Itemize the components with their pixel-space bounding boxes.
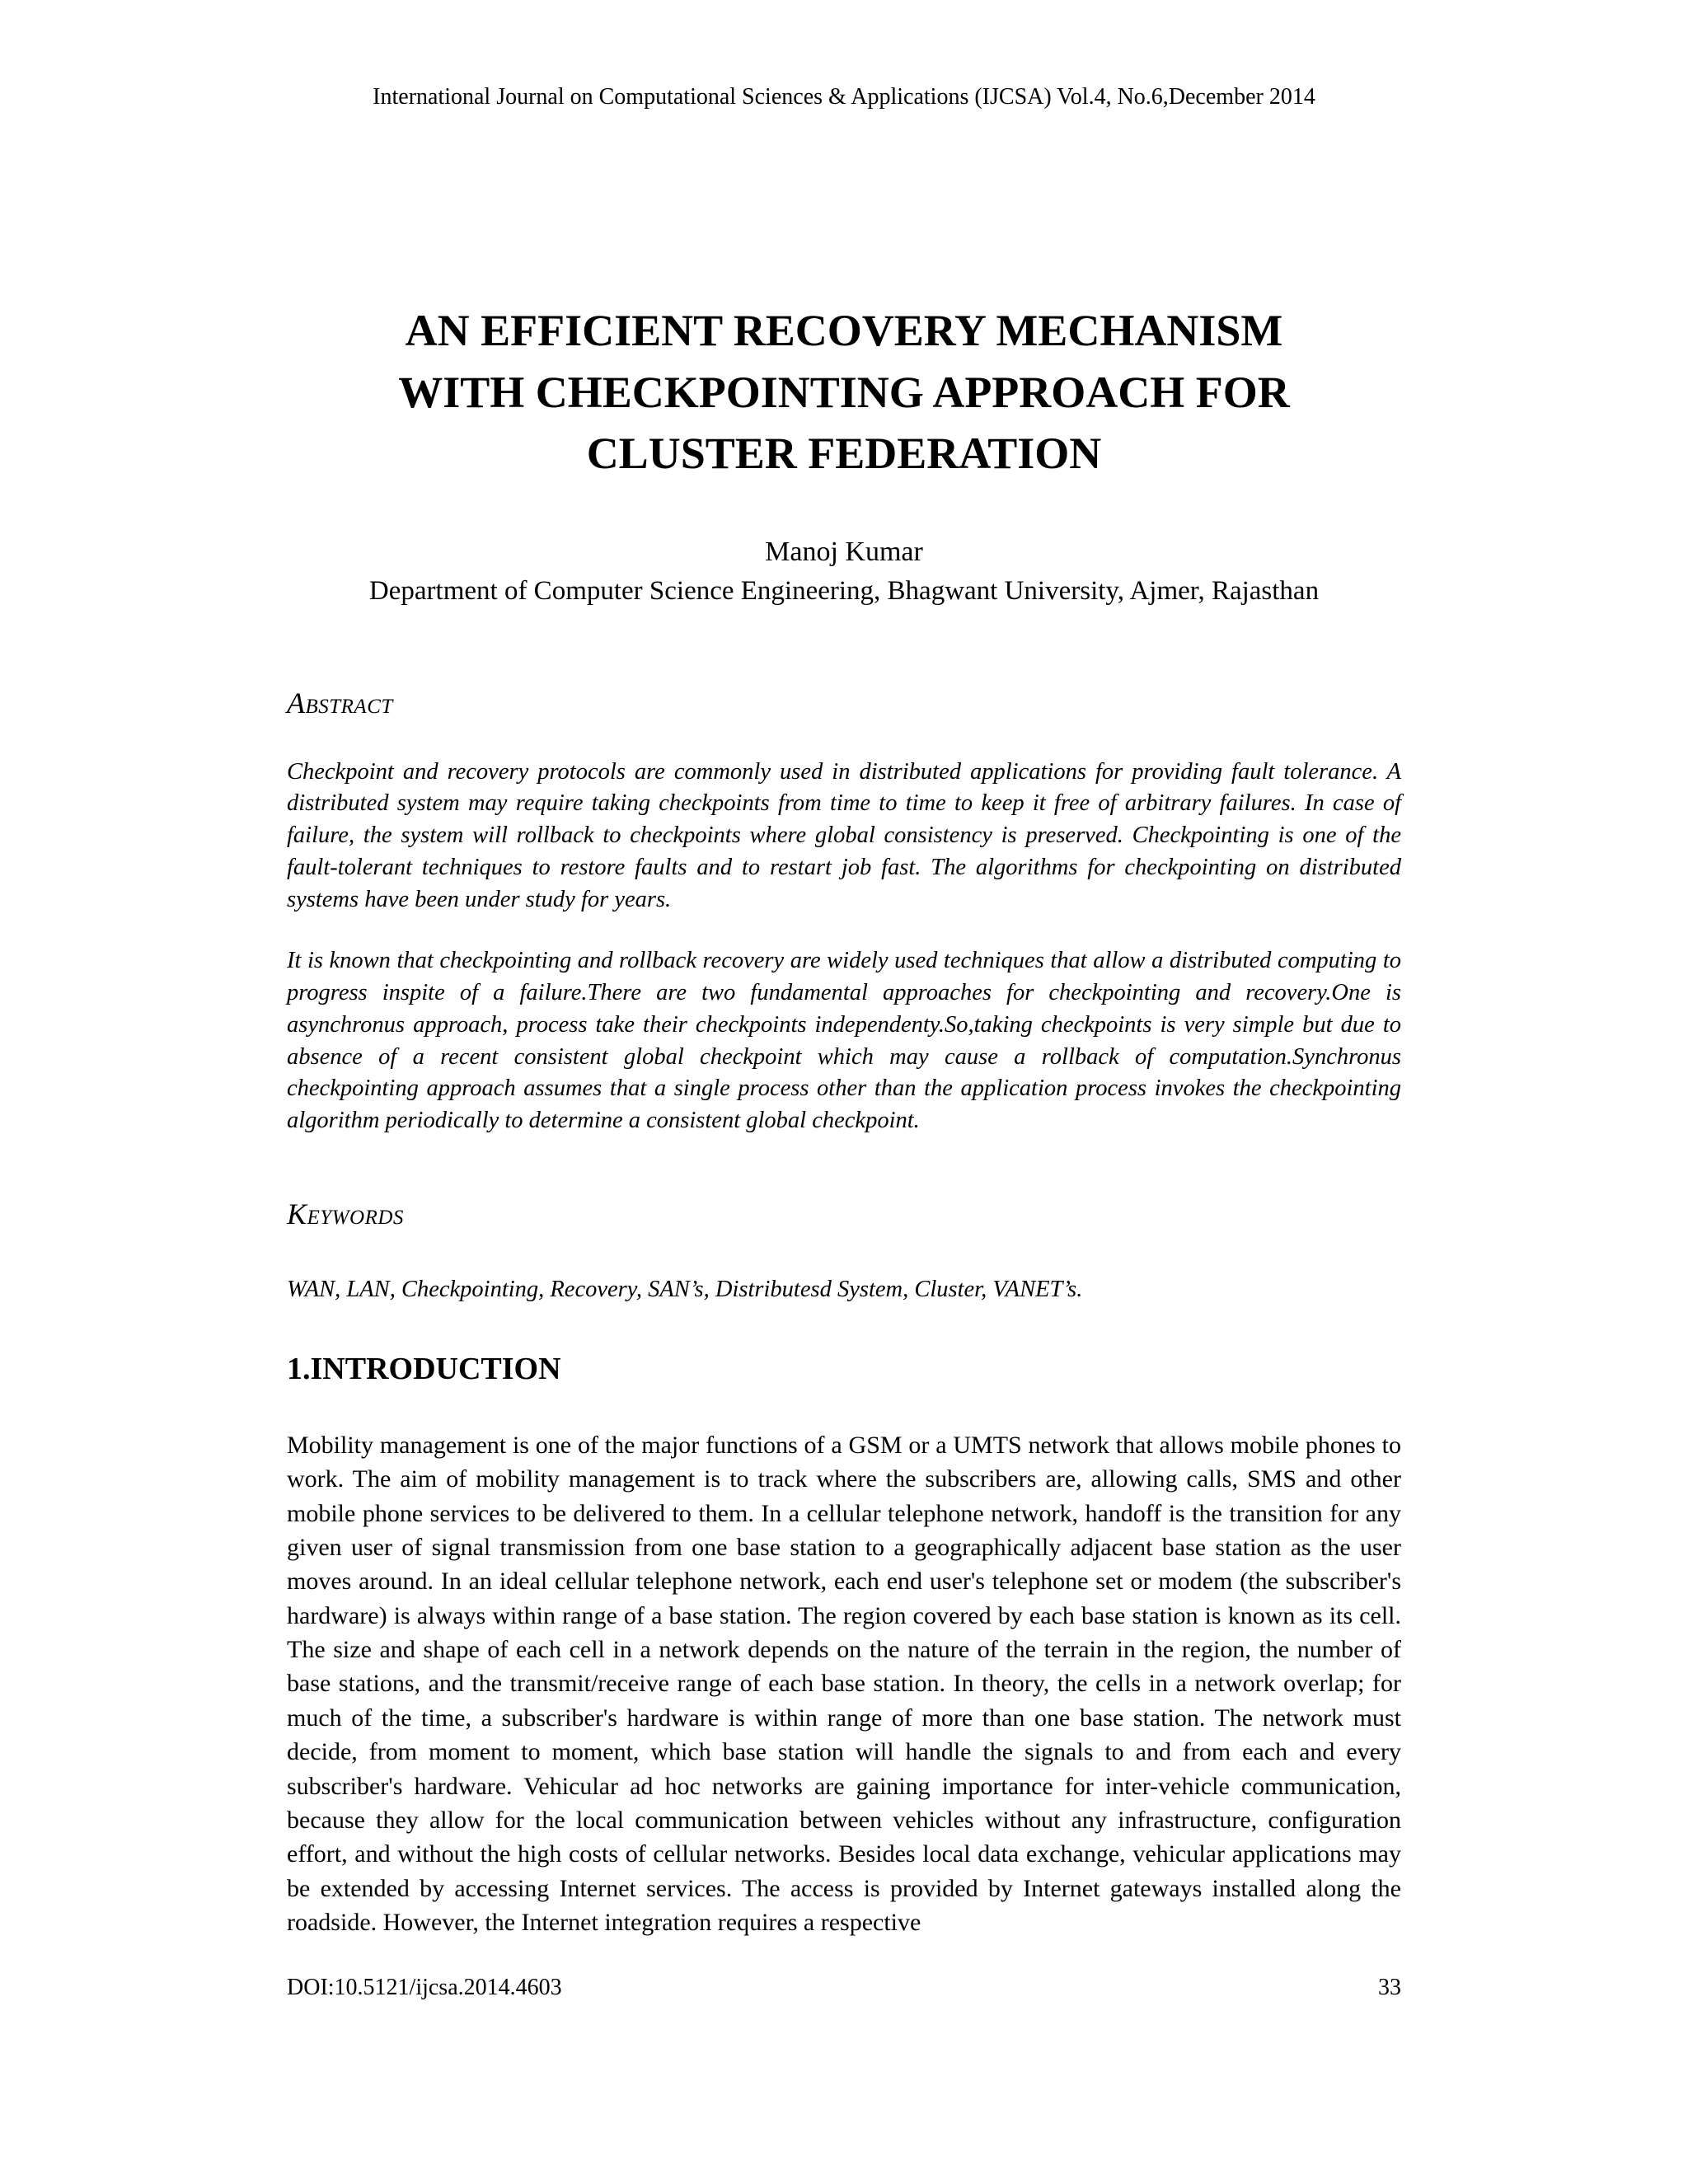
- paper-title-line-2: WITH CHECKPOINTING APPROACH FOR: [398, 367, 1290, 417]
- abstract-paragraph-1: Checkpoint and recovery protocols are commonly used in distributed applications for providing fault tolerance. A distributed system may require taking checkpoints from time to time to keep it free of arbitrary failures. In case of failure, the system will rollback to checkpoints where global consistency is preserved. Checkpointing is one of the fault-tolerant techniques to restore faults and to restart job fast. The algorithms for checkpointing on distributed systems have been under study for years.: [287, 758, 1401, 912]
- keywords-text: WAN, LAN, Checkpointing, Recovery, SAN’s, Distributesd System, Cluster, VANET’s.: [287, 1276, 1083, 1302]
- page-number: 33: [1378, 1975, 1401, 2000]
- introduction-paragraph: Mobility management is one of the major functions of a GSM or a UMTS network that allows mobile phones to work. The aim of mobility management is to track where the subscribers are, allowing calls, SMS and other mobile phone services to be delivered to them. In a cellular telephone network, handoff is the transition for any given user of signal transmission from one base station to a geographically adjacent base station as the user moves around. In an ideal cellular telephone network, each end user's telephone set or modem (the subscriber's hardware) is always within range of a base station. The region covered by each base station is known as its cell. The size and shape of each cell in a network depends on the nature of the terrain in the region, the number of base stations, and the transmit/receive range of each base station. In theory, the cells in a network overlap; for much of the time, a subscriber's hardware is within range of more than one base station. The network must decide, from moment to moment, which base station will handle the signals to and from each and every subscriber's hardware. Vehicular ad hoc networks are gaining importance for inter-vehicle communication, because they allow for the local communication between vehicles without any infrastructure, configuration effort, and without the high costs of cellular networks. Besides local data exchange, vehicular applications may be extended by accessing Internet services. The access is provided by Internet gateways installed along the roadside. However, the Internet integration requires a respective: [287, 1431, 1401, 1937]
- paper-title-line-3: CLUSTER FEDERATION: [586, 429, 1102, 479]
- page-footer: [287, 1975, 1401, 2001]
- author-block: [287, 532, 1401, 610]
- author-affiliation: Department of Computer Science Engineering, Bhagwant University, Ajmer, Rajasthan: [368, 575, 1320, 606]
- paper-title-line-1: AN EFFICIENT RECOVERY MECHANISM: [405, 306, 1283, 356]
- paper-title: [287, 300, 1401, 485]
- doi-text: DOI:10.5121/ijcsa.2014.4603: [287, 1975, 562, 2000]
- introduction-heading: 1.INTRODUCTION: [287, 1351, 561, 1386]
- journal-header: International Journal on Computational Sciences & Applications (IJCSA) Vol.4, No.6,December 2014: [373, 84, 1315, 110]
- abstract-paragraph-2: It is known that checkpointing and rollback recovery are widely used techniques that allow a distributed computing to progress inspite of a failure.There are two fundamental approaches for checkpointing and recovery.One is asynchronus approach, process take their checkpoints independenty.So,taking checkpoints is very simple but due to absence of a recent consistent global checkpoint which may cause a rollback of computation.Synchronus checkpointing approach assumes that a single process other than the application process invokes the checkpointing algorithm periodically to determine a consistent global checkpoint.: [287, 948, 1401, 1134]
- keywords-heading: Keywords: [287, 1197, 404, 1230]
- abstract-heading: Abstract: [287, 686, 393, 719]
- author-name: Manoj Kumar: [765, 536, 923, 567]
